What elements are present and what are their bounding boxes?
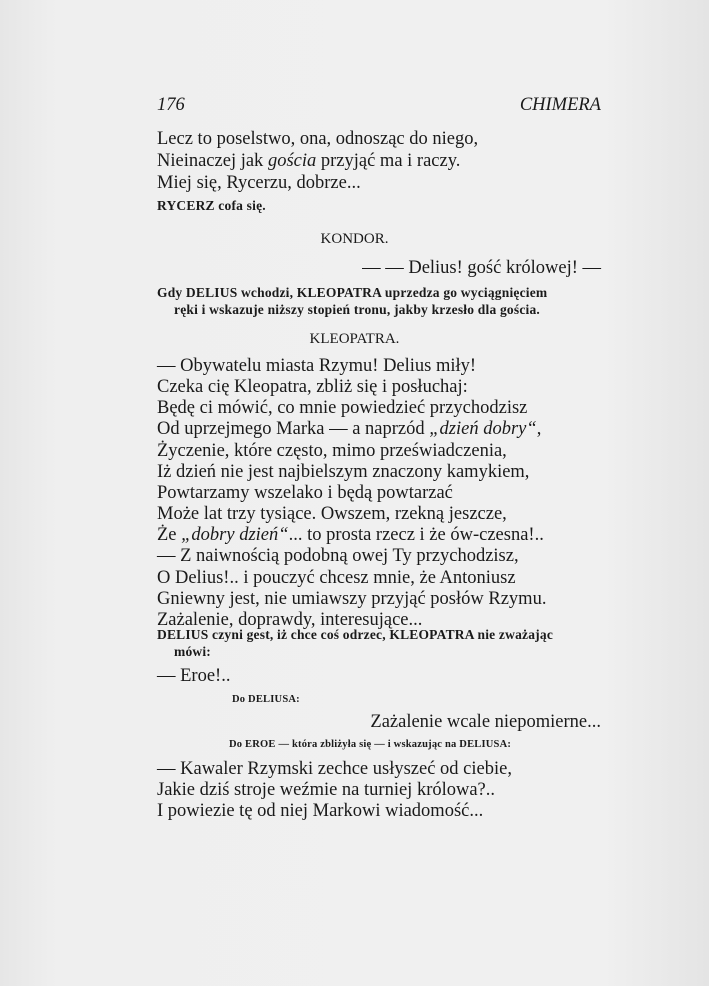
text: Od uprzejmego Marka — a naprzód [157, 419, 430, 439]
text: Że [157, 525, 182, 545]
stage-direction: ręki i wskazuje niższy stopień tronu, jakby krzesło dla gościa. [174, 302, 540, 317]
italic-word: gościa [267, 151, 317, 171]
stage-direction: Do EROE — która zbliżyła się — i wskazując na DELIUSA: [229, 739, 512, 750]
verse-line: — Eroe!.. [157, 666, 231, 686]
italic-phrase: „dobry dzień“ [181, 525, 289, 545]
verse-line: Może lat trzy tysiące. Owszem, rzekną jeszcze, [157, 504, 507, 524]
verse-line: — Obywatelu miasta Rzymu! Delius miły! [157, 356, 477, 376]
verse-line: — — Delius! gość królowej! — [362, 258, 601, 278]
italic-phrase: „dzień dobry“ [429, 419, 537, 439]
verse-line: Miej się, Rycerzu, dobrze... [157, 173, 361, 193]
page-number: 176 [157, 95, 185, 115]
verse-line: Iż dzień nie jest najbielszym znaczony kamykiem, [157, 462, 530, 482]
verse-line: Czeka cię Kleopatra, zbliż się i posłuchaj: [157, 377, 468, 397]
text: przyjąć ma i raczy. [316, 151, 461, 171]
text: , [536, 419, 542, 439]
text: ... to prosta rzecz i że ów-czesna!.. [288, 525, 544, 545]
verse-line [157, 150, 460, 172]
verse-line: Życzenie, które często, mimo przeświadczenia, [157, 441, 507, 461]
verse-line: Zażalenie wcale niepomierne... [370, 712, 601, 732]
stage-direction: RYCERZ cofa się. [157, 198, 266, 213]
verse-line: Lecz to poselstwo, ona, odnosząc do niego, [157, 129, 479, 149]
verse-line: Zażalenie, doprawdy, interesujące... [157, 610, 423, 630]
stage-direction: mówi: [174, 644, 211, 659]
text: Nieinaczej jak [157, 151, 268, 171]
speaker-name: KONDOR. [320, 231, 389, 247]
stage-direction: DELIUS czyni gest, iż chce coś odrzec, KLEOPATRA nie zważając [157, 627, 554, 642]
speaker-name: KLEOPATRA. [309, 331, 400, 347]
verse-line: — Kawaler Rzymski zechce usłyszeć od ciebie, [157, 759, 512, 779]
verse-line: I powiezie tę od niej Markowi wiadomość... [157, 801, 484, 821]
running-title: CHIMERA [519, 95, 601, 115]
stage-direction: Gdy DELIUS wchodzi, KLEOPATRA uprzedza go wyciągnięciem [157, 285, 548, 300]
verse-line: Powtarzamy wszelako i będą powtarzać [157, 483, 453, 503]
verse-line [157, 418, 541, 440]
stage-direction: Do DELIUSA: [232, 694, 300, 705]
verse-line: — Z naiwnością podobną owej Ty przychodzisz, [157, 546, 519, 566]
verse-line: Jakie dziś stroje weźmie na turniej królowa?.. [157, 780, 496, 800]
verse-line: O Delius!.. i pouczyć chcesz mnie, że Antoniusz [157, 568, 516, 588]
verse-line: Gniewny jest, nie umiawszy przyjąć posłów Rzymu. [157, 589, 547, 609]
verse-line [157, 524, 544, 546]
verse-line: Będę ci mówić, co mnie powiedzieć przychodzisz [157, 398, 528, 418]
